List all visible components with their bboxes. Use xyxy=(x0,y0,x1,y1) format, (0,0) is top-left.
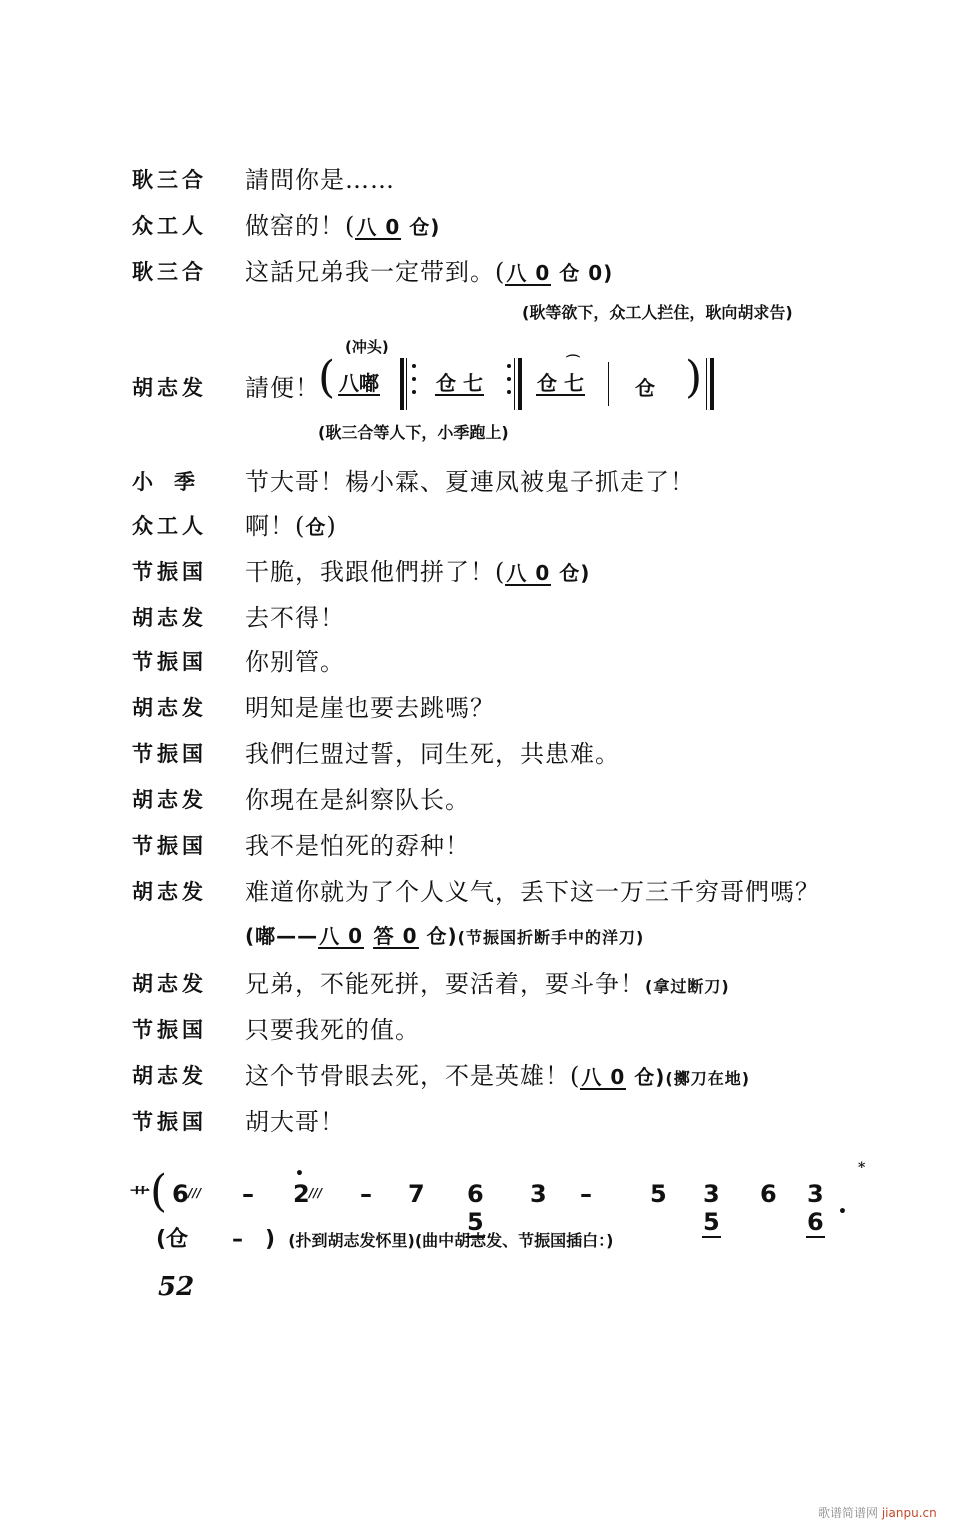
open-paren: ( xyxy=(318,352,336,403)
speaker: 节振国 xyxy=(132,560,207,584)
percussion-notation: 仓) xyxy=(418,924,458,948)
dialogue-text: 請便！ xyxy=(245,374,320,402)
speaker: 耿三合 xyxy=(132,168,207,192)
speaker: 胡志发 xyxy=(132,788,207,812)
notation-cell: 仓 七 xyxy=(537,371,584,395)
notation-cell: 八嘟 xyxy=(339,371,379,395)
dialogue-text: 啊！( xyxy=(245,512,306,540)
watermark-cn: 歌谱简谱网 xyxy=(818,1506,879,1520)
barline xyxy=(608,362,609,406)
note: 6 xyxy=(172,1180,189,1208)
note-group: 3 6 xyxy=(807,1180,824,1236)
percussion-notation: 答 0 xyxy=(373,924,418,948)
notation-cell: 仓 xyxy=(635,376,655,400)
notation-label: (冲头) xyxy=(345,338,389,356)
dialogue-text: 我們仨盟过誓，同生死，共患难。 xyxy=(245,740,620,768)
percussion-notation: 八 0 xyxy=(581,1065,626,1089)
dialogue-text: 难道你就为了个人义气，丢下这一万三千穷哥們嗎？ xyxy=(245,878,820,906)
open-paren: ( xyxy=(150,1166,168,1217)
repeat-barline xyxy=(400,358,404,410)
percussion-notation: 八 0 xyxy=(356,215,401,239)
speaker: 胡志发 xyxy=(132,880,207,904)
dialogue-text: 干脆，我跟他們拼了！( xyxy=(245,558,506,586)
note: 7 xyxy=(408,1180,425,1208)
speaker: 节振国 xyxy=(132,650,207,674)
note: 3 xyxy=(530,1180,547,1208)
note-group: 3 5 xyxy=(703,1180,720,1236)
final-barline-thin xyxy=(706,358,707,410)
stage-direction: (曲中胡志发、节振国插白：) xyxy=(414,1231,614,1250)
speaker: 小 季 xyxy=(132,470,195,494)
dialogue-text: 明知是崖也要去跳嗎？ xyxy=(245,694,495,722)
stage-direction: (节振国折断手中的洋刀) xyxy=(457,928,645,947)
dialogue-text: 这話兄弟我一定带到。( xyxy=(245,258,506,286)
percussion-notation: 八 0 xyxy=(319,924,364,948)
dialogue-text: 胡大哥！ xyxy=(245,1108,345,1136)
speaker: 胡志发 xyxy=(132,376,207,400)
dialogue-text: 节大哥！楊小霖、夏連凤被鬼子抓走了！ xyxy=(245,468,695,496)
percussion-notation: 仓 0) xyxy=(551,261,614,285)
watermark xyxy=(818,1504,937,1521)
repeat-dots xyxy=(507,364,511,403)
asterisk-mark: * xyxy=(858,1160,866,1176)
final-barline xyxy=(710,358,714,410)
note: 5 xyxy=(650,1180,667,1208)
dialogue-text: 做窑的！( xyxy=(245,212,356,240)
percussion-notation: 仓) xyxy=(401,215,441,239)
notation-cell: 仓 七 xyxy=(436,371,483,395)
stage-direction: (耿三合等人下，小季跑上) xyxy=(318,423,509,442)
speaker: 耿三合 xyxy=(132,260,207,284)
percussion-line: (仓 – ) xyxy=(156,1227,276,1252)
note: – xyxy=(580,1180,592,1208)
repeat-barline xyxy=(518,358,522,410)
note: – xyxy=(242,1180,254,1208)
speaker: 节振国 xyxy=(132,834,207,858)
page-number: 52 xyxy=(158,1272,195,1302)
dialogue-text: 兄弟，不能死拼，要活着，要斗争！ xyxy=(245,970,645,998)
speaker: 众工人 xyxy=(132,214,207,238)
percussion-notation: 仓) xyxy=(551,561,591,585)
tremolo-mark: /// xyxy=(188,1186,202,1200)
stage-direction: (扑到胡志发怀里) xyxy=(288,1231,415,1250)
stage-direction: (拿过断刀) xyxy=(645,977,730,996)
speaker: 节振国 xyxy=(132,1018,207,1042)
percussion-notation: (嘟—— xyxy=(245,924,319,948)
note: – xyxy=(360,1180,372,1208)
fermata-icon: ⌒ xyxy=(566,355,580,371)
repeat-dots xyxy=(412,364,416,403)
percussion-notation: 仓) xyxy=(626,1065,666,1089)
speaker: 胡志发 xyxy=(132,696,207,720)
percussion-notation: 八 0 xyxy=(506,561,551,585)
speaker: 节振国 xyxy=(132,742,207,766)
speaker: 众工人 xyxy=(132,514,207,538)
percussion-notation: ) xyxy=(326,512,337,540)
percussion-notation: 仓 xyxy=(305,515,327,539)
close-paren: ) xyxy=(685,352,703,403)
high-dot: • xyxy=(295,1166,304,1182)
tremolo-mark: /// xyxy=(309,1186,323,1200)
dialogue-text: 只要我死的值。 xyxy=(245,1016,420,1044)
dialogue-text: 去不得！ xyxy=(245,604,345,632)
dialogue-text: 这个节骨眼去死，不是英雄！( xyxy=(245,1062,581,1090)
note: 2 xyxy=(293,1180,310,1208)
watermark-en: jianpu.cn xyxy=(881,1506,937,1520)
stage-direction: (耿等欲下，众工人拦住，耿向胡求告) xyxy=(522,303,793,322)
free-meter-mark: 艹 xyxy=(130,1184,150,1208)
note-group: 6 5 xyxy=(467,1180,484,1236)
low-dot: • xyxy=(838,1204,847,1220)
dialogue-text: 我不是怕死的孬种！ xyxy=(245,832,470,860)
speaker: 节振国 xyxy=(132,1110,207,1134)
dialogue-text: 你現在是糾察队长。 xyxy=(245,786,470,814)
speaker: 胡志发 xyxy=(132,1064,207,1088)
repeat-barline-thin xyxy=(514,358,515,410)
dialogue-text: 你别管。 xyxy=(245,648,345,676)
dialogue-text: 請問你是…… xyxy=(245,166,395,194)
note: 6 xyxy=(760,1180,777,1208)
speaker: 胡志发 xyxy=(132,606,207,630)
stage-direction: (擲刀在地) xyxy=(665,1069,751,1088)
percussion-notation: 八 0 xyxy=(506,261,551,285)
speaker: 胡志发 xyxy=(132,972,207,996)
repeat-barline-thin xyxy=(406,358,407,410)
